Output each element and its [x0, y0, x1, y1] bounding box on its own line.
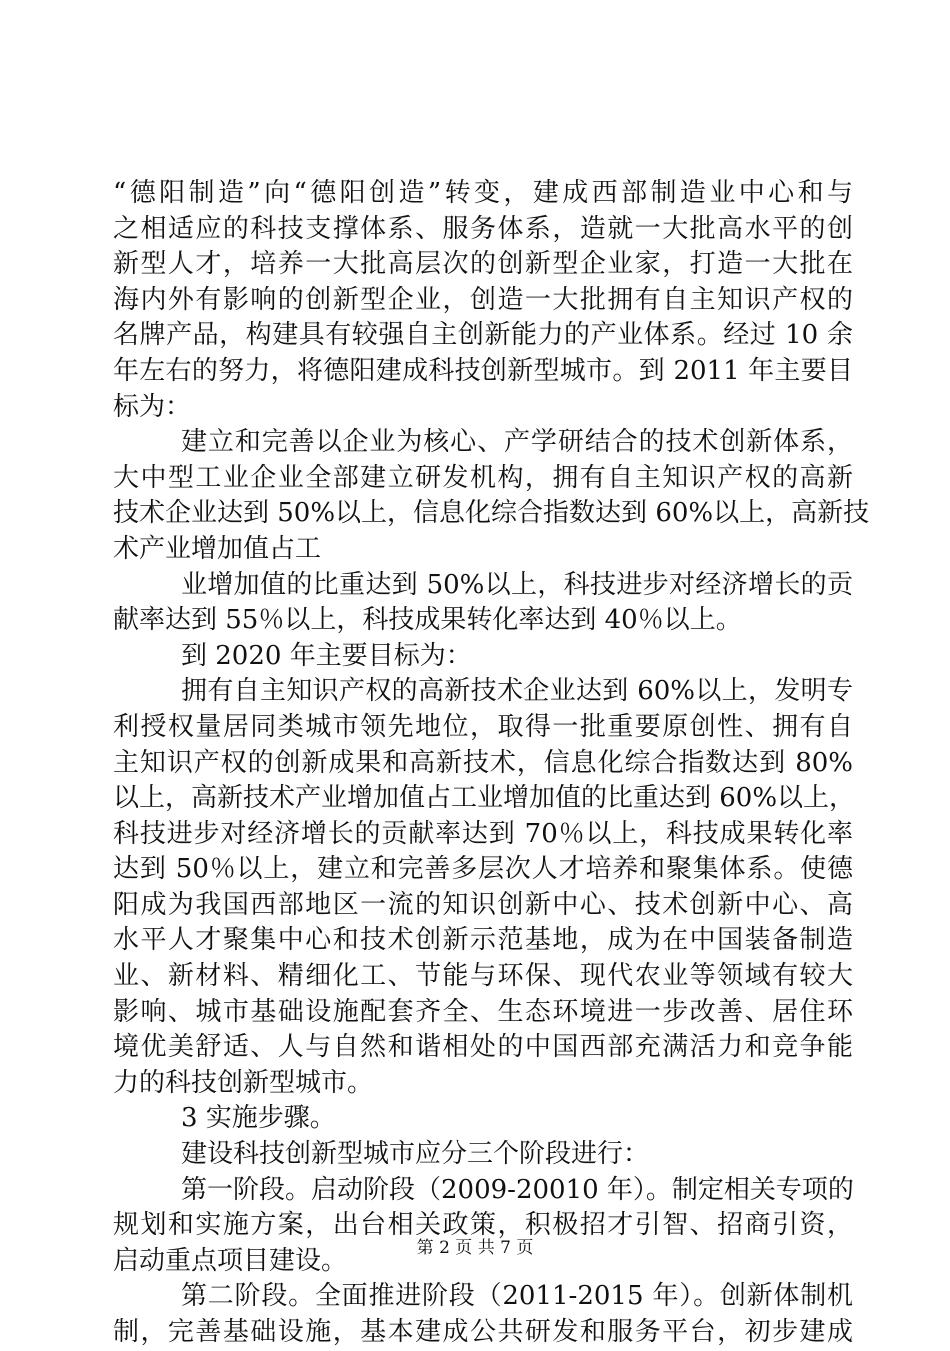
text-line: 年左右的努力，将德阳建成科技创新型城市。到 2011 年主要目	[113, 355, 853, 386]
text-line: 业增加值的比重达到 50%以上，科技进步对经济增长的贡	[181, 569, 853, 600]
text-line: 科技进步对经济增长的贡献率达到 70％以上，科技成果转化率	[113, 818, 853, 849]
text-line: 献率达到 55％以上，科技成果转化率达到 40％以上。	[113, 605, 742, 636]
text-line: 力的科技创新型城市。	[113, 1067, 374, 1098]
text-line: 大中型工业企业全部建立研发机构，拥有自主知识产权的高新	[113, 462, 853, 493]
page-footer: 第 2 页 共 7 页	[416, 1238, 534, 1258]
text-line: 之相适应的科技支撑体系、服务体系，造就一大批高水平的创	[113, 213, 853, 244]
text-line: 海内外有影响的创新型企业，创造一大批拥有自主知识产权的	[113, 284, 853, 315]
text-line: 利授权量居同类城市领先地位，取得一批重要原创性、拥有自	[113, 711, 853, 742]
text-line: 建立和完善以企业为核心、产学研结合的技术创新体系，	[181, 427, 853, 458]
text-line: 主知识产权的创新成果和高新技术，信息化综合指数达到 80%	[113, 747, 853, 778]
text-line: 制，完善基础设施，基本建成公共研发和服务平台，初步建成	[113, 1317, 853, 1347]
text-line: 水平人才聚集中心和技术创新示范基地，成为在中国装备制造	[113, 925, 853, 956]
text-line: 规划和实施方案，出台相关政策，积极招才引智、招商引资，	[113, 1210, 853, 1241]
text-line: 第一阶段。启动阶段（2009-20010 年）。制定相关专项的	[181, 1174, 854, 1205]
text-line: 术产业增加值占工	[113, 533, 322, 564]
text-line: 达到 50％以上，建立和完善多层次人才培养和聚集体系。使德	[113, 854, 853, 885]
text-line: 3 实施步骤。	[181, 1103, 336, 1134]
text-line: 技术企业达到 50%以上，信息化综合指数达到 60%以上，高新技	[113, 498, 870, 529]
document-body	[113, 176, 870, 1351]
text-line: 新型人才，培养一大批高层次的创新型企业家，打造一大批在	[113, 249, 853, 280]
text-line: 建设科技创新型城市应分三个阶段进行：	[181, 1139, 650, 1170]
text-line: 第二阶段。全面推进阶段（2011-2015 年）。创新体制机	[181, 1281, 853, 1312]
text-line: 标为：	[113, 391, 192, 422]
text-line: 启动重点项目建设。	[113, 1245, 348, 1276]
text-line: 境优美舒适、人与自然和谐相处的中国西部充满活力和竞争能	[113, 1032, 853, 1063]
text-line: 名牌产品，构建具有较强自主创新能力的产业体系。经过 10 余	[113, 320, 853, 351]
text-line: “德阳制造”向“德阳创造”转变，建成西部制造业中心和与	[113, 178, 853, 208]
text-line: 业、新材料、精细化工、节能与环保、现代农业等领域有较大	[113, 961, 853, 992]
text-line: 影响、城市基础设施配套齐全、生态环境进一步改善、居住环	[113, 996, 853, 1027]
text-line: 阳成为我国西部地区一流的知识创新中心、技术创新中心、高	[113, 889, 853, 920]
text-line: 拥有自主知识产权的高新技术企业达到 60%以上，发明专	[181, 676, 853, 707]
text-line: 以上，高新技术产业增加值占工业增加值的比重达到 60%以上，	[113, 783, 856, 814]
text-line: 到 2020 年主要目标为：	[181, 640, 472, 671]
